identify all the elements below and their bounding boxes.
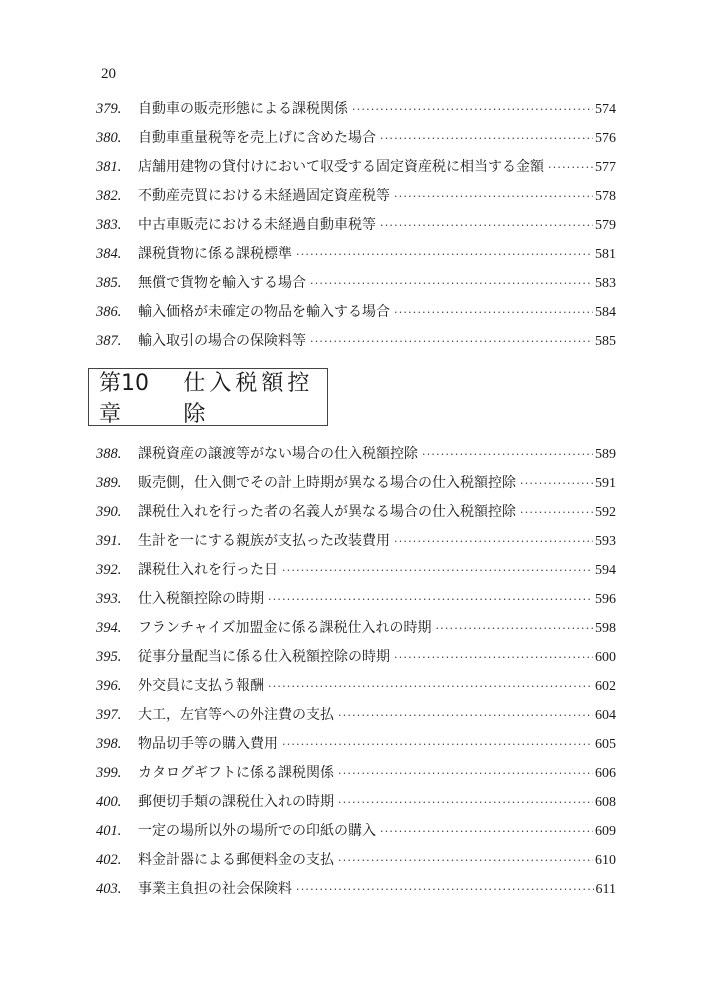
entry-number: 390. xyxy=(96,504,122,520)
entry-number: 398. xyxy=(96,736,122,752)
toc-entry xyxy=(96,530,616,559)
entry-page: 604 xyxy=(595,708,616,723)
entry-title: 仕入税額控除の時期 xyxy=(138,591,264,607)
chapter-title: 仕入税額控除 xyxy=(183,371,314,427)
dot-leader xyxy=(394,651,593,664)
toc-entry xyxy=(96,733,616,762)
entry-number: 401. xyxy=(96,823,122,839)
toc-entry xyxy=(96,675,616,704)
entry-page: 608 xyxy=(595,795,616,810)
entry-title: 自動車の販売形態による課税関係 xyxy=(138,101,348,117)
toc-entry xyxy=(96,617,616,646)
toc-entry xyxy=(96,156,616,185)
entry-number: 383. xyxy=(96,217,122,233)
entry-page: 576 xyxy=(595,131,616,146)
entry-title: 不動産売買における未経過固定資産税等 xyxy=(138,188,390,204)
toc-entry xyxy=(96,559,616,588)
entry-number: 402. xyxy=(96,852,122,868)
entry-number: 391. xyxy=(96,533,122,549)
chapter-label: 第10章 xyxy=(99,371,149,427)
entry-title: 課税仕入れを行った者の名義人が異なる場合の仕入税額控除 xyxy=(138,504,516,520)
entry-title: 大工，左官等への外注費の支払 xyxy=(138,707,334,723)
dot-leader xyxy=(520,477,593,490)
entry-title: 課税貨物に係る課税標準 xyxy=(138,246,292,262)
toc-entry xyxy=(96,330,616,359)
entry-page: 605 xyxy=(595,737,616,752)
entry-title: カタログギフトに係る課税関係 xyxy=(138,765,334,781)
entry-number: 379. xyxy=(96,101,122,117)
dot-leader xyxy=(548,161,593,174)
entry-title: 外交員に支払う報酬 xyxy=(138,678,264,694)
entry-page: 593 xyxy=(595,534,616,549)
entry-title: フランチャイズ加盟金に係る課税仕入れの時期 xyxy=(138,620,432,636)
entry-number: 400. xyxy=(96,794,122,810)
entry-page: 602 xyxy=(595,679,616,694)
entry-title: 一定の場所以外の場所での印紙の購入 xyxy=(138,823,376,839)
toc-entry xyxy=(96,301,616,330)
dot-leader xyxy=(394,535,593,548)
toc-entry xyxy=(96,646,616,675)
dot-leader xyxy=(394,306,593,319)
dot-leader xyxy=(338,767,593,780)
entry-page: 591 xyxy=(595,476,616,491)
entry-page: 606 xyxy=(595,766,616,781)
entry-number: 389. xyxy=(96,475,122,491)
entry-number: 394. xyxy=(96,620,122,636)
entry-title: 物品切手等の購入費用 xyxy=(138,736,278,752)
entry-number: 392. xyxy=(96,562,122,578)
entry-title: 中古車販売における未経過自動車税等 xyxy=(138,217,376,233)
dot-leader xyxy=(296,883,594,896)
toc-entry xyxy=(96,214,616,243)
entry-title: 輸入取引の場合の保険料等 xyxy=(138,333,306,349)
toc-entry xyxy=(96,820,616,849)
toc-entry xyxy=(96,878,616,907)
entry-page: 579 xyxy=(595,218,616,233)
dot-leader xyxy=(282,738,593,751)
dot-leader xyxy=(435,622,593,635)
entry-page: 594 xyxy=(595,563,616,578)
entry-number: 380. xyxy=(96,130,122,146)
entry-page: 585 xyxy=(595,334,616,349)
entry-title: 郵便切手類の課税仕入れの時期 xyxy=(138,794,334,810)
entry-number: 387. xyxy=(96,333,122,349)
entry-page: 581 xyxy=(595,247,616,262)
entry-title: 従事分量配当に係る仕入税額控除の時期 xyxy=(138,649,390,665)
entry-page: 592 xyxy=(595,505,616,520)
dot-leader xyxy=(380,132,593,145)
entry-number: 388. xyxy=(96,446,122,462)
entry-number: 399. xyxy=(96,765,122,781)
toc-entry xyxy=(96,588,616,617)
entry-number: 393. xyxy=(96,591,122,607)
entry-title: 料金計器による郵便料金の支払 xyxy=(138,852,334,868)
entry-number: 397. xyxy=(96,707,122,723)
entry-page: 600 xyxy=(595,650,616,665)
toc-entry xyxy=(96,762,616,791)
entry-page: 609 xyxy=(595,824,616,839)
entry-page: 596 xyxy=(595,592,616,607)
entry-page: 611 xyxy=(595,882,616,897)
dot-leader xyxy=(394,190,593,203)
entry-title: 自動車重量税等を売上げに含めた場合 xyxy=(138,130,376,146)
entry-page: 610 xyxy=(595,853,616,868)
entry-title: 課税資産の譲渡等がない場合の仕入税額控除 xyxy=(138,446,418,462)
entry-number: 403. xyxy=(96,881,122,897)
dot-leader xyxy=(520,506,593,519)
dot-leader xyxy=(422,448,593,461)
entry-page: 584 xyxy=(595,305,616,320)
toc-entry xyxy=(96,98,616,127)
entry-page: 583 xyxy=(595,276,616,291)
entry-number: 395. xyxy=(96,649,122,665)
toc-entry xyxy=(96,127,616,156)
dot-leader xyxy=(268,680,593,693)
dot-leader xyxy=(310,335,593,348)
dot-leader xyxy=(380,825,593,838)
entry-title: 店舗用建物の貸付けにおいて収受する固定資産税に相当する金額 xyxy=(138,159,544,175)
dot-leader xyxy=(380,219,593,232)
entry-number: 385. xyxy=(96,275,122,291)
dot-leader xyxy=(338,709,593,722)
toc-list-after xyxy=(96,443,616,907)
entry-number: 386. xyxy=(96,304,122,320)
dot-leader xyxy=(268,593,593,606)
entry-title: 事業主負担の社会保険料 xyxy=(138,881,292,897)
entry-number: 396. xyxy=(96,678,122,694)
entry-number: 381. xyxy=(96,159,122,175)
dot-leader xyxy=(296,248,593,261)
toc-entry xyxy=(96,704,616,733)
dot-leader xyxy=(310,277,593,290)
entry-title: 販売側，仕入側でその計上時期が異なる場合の仕入税額控除 xyxy=(138,475,516,491)
toc-entry xyxy=(96,501,616,530)
entry-page: 574 xyxy=(595,102,616,117)
entry-number: 382. xyxy=(96,188,122,204)
toc-entry xyxy=(96,443,616,472)
toc-entry xyxy=(96,243,616,272)
toc-entry xyxy=(96,849,616,878)
dot-leader xyxy=(338,796,593,809)
entry-title: 無償で貨物を輸入する場合 xyxy=(138,275,306,291)
entry-number: 384. xyxy=(96,246,122,262)
entry-title: 課税仕入れを行った日 xyxy=(138,562,278,578)
dot-leader xyxy=(352,103,593,116)
toc-entry xyxy=(96,791,616,820)
entry-page: 598 xyxy=(595,621,616,636)
dot-leader xyxy=(338,854,593,867)
toc-list-before xyxy=(96,98,616,359)
toc-entry xyxy=(96,472,616,501)
entry-page: 577 xyxy=(595,160,616,175)
toc-entry xyxy=(96,185,616,214)
dot-leader xyxy=(282,564,593,577)
chapter-heading xyxy=(88,368,328,426)
toc-entry xyxy=(96,272,616,301)
page-number: 20 xyxy=(101,66,116,82)
entry-page: 589 xyxy=(595,447,616,462)
entry-title: 輸入価格が未確定の物品を輸入する場合 xyxy=(138,304,390,320)
entry-page: 578 xyxy=(595,189,616,204)
entry-title: 生計を一にする親族が支払った改装費用 xyxy=(138,533,390,549)
